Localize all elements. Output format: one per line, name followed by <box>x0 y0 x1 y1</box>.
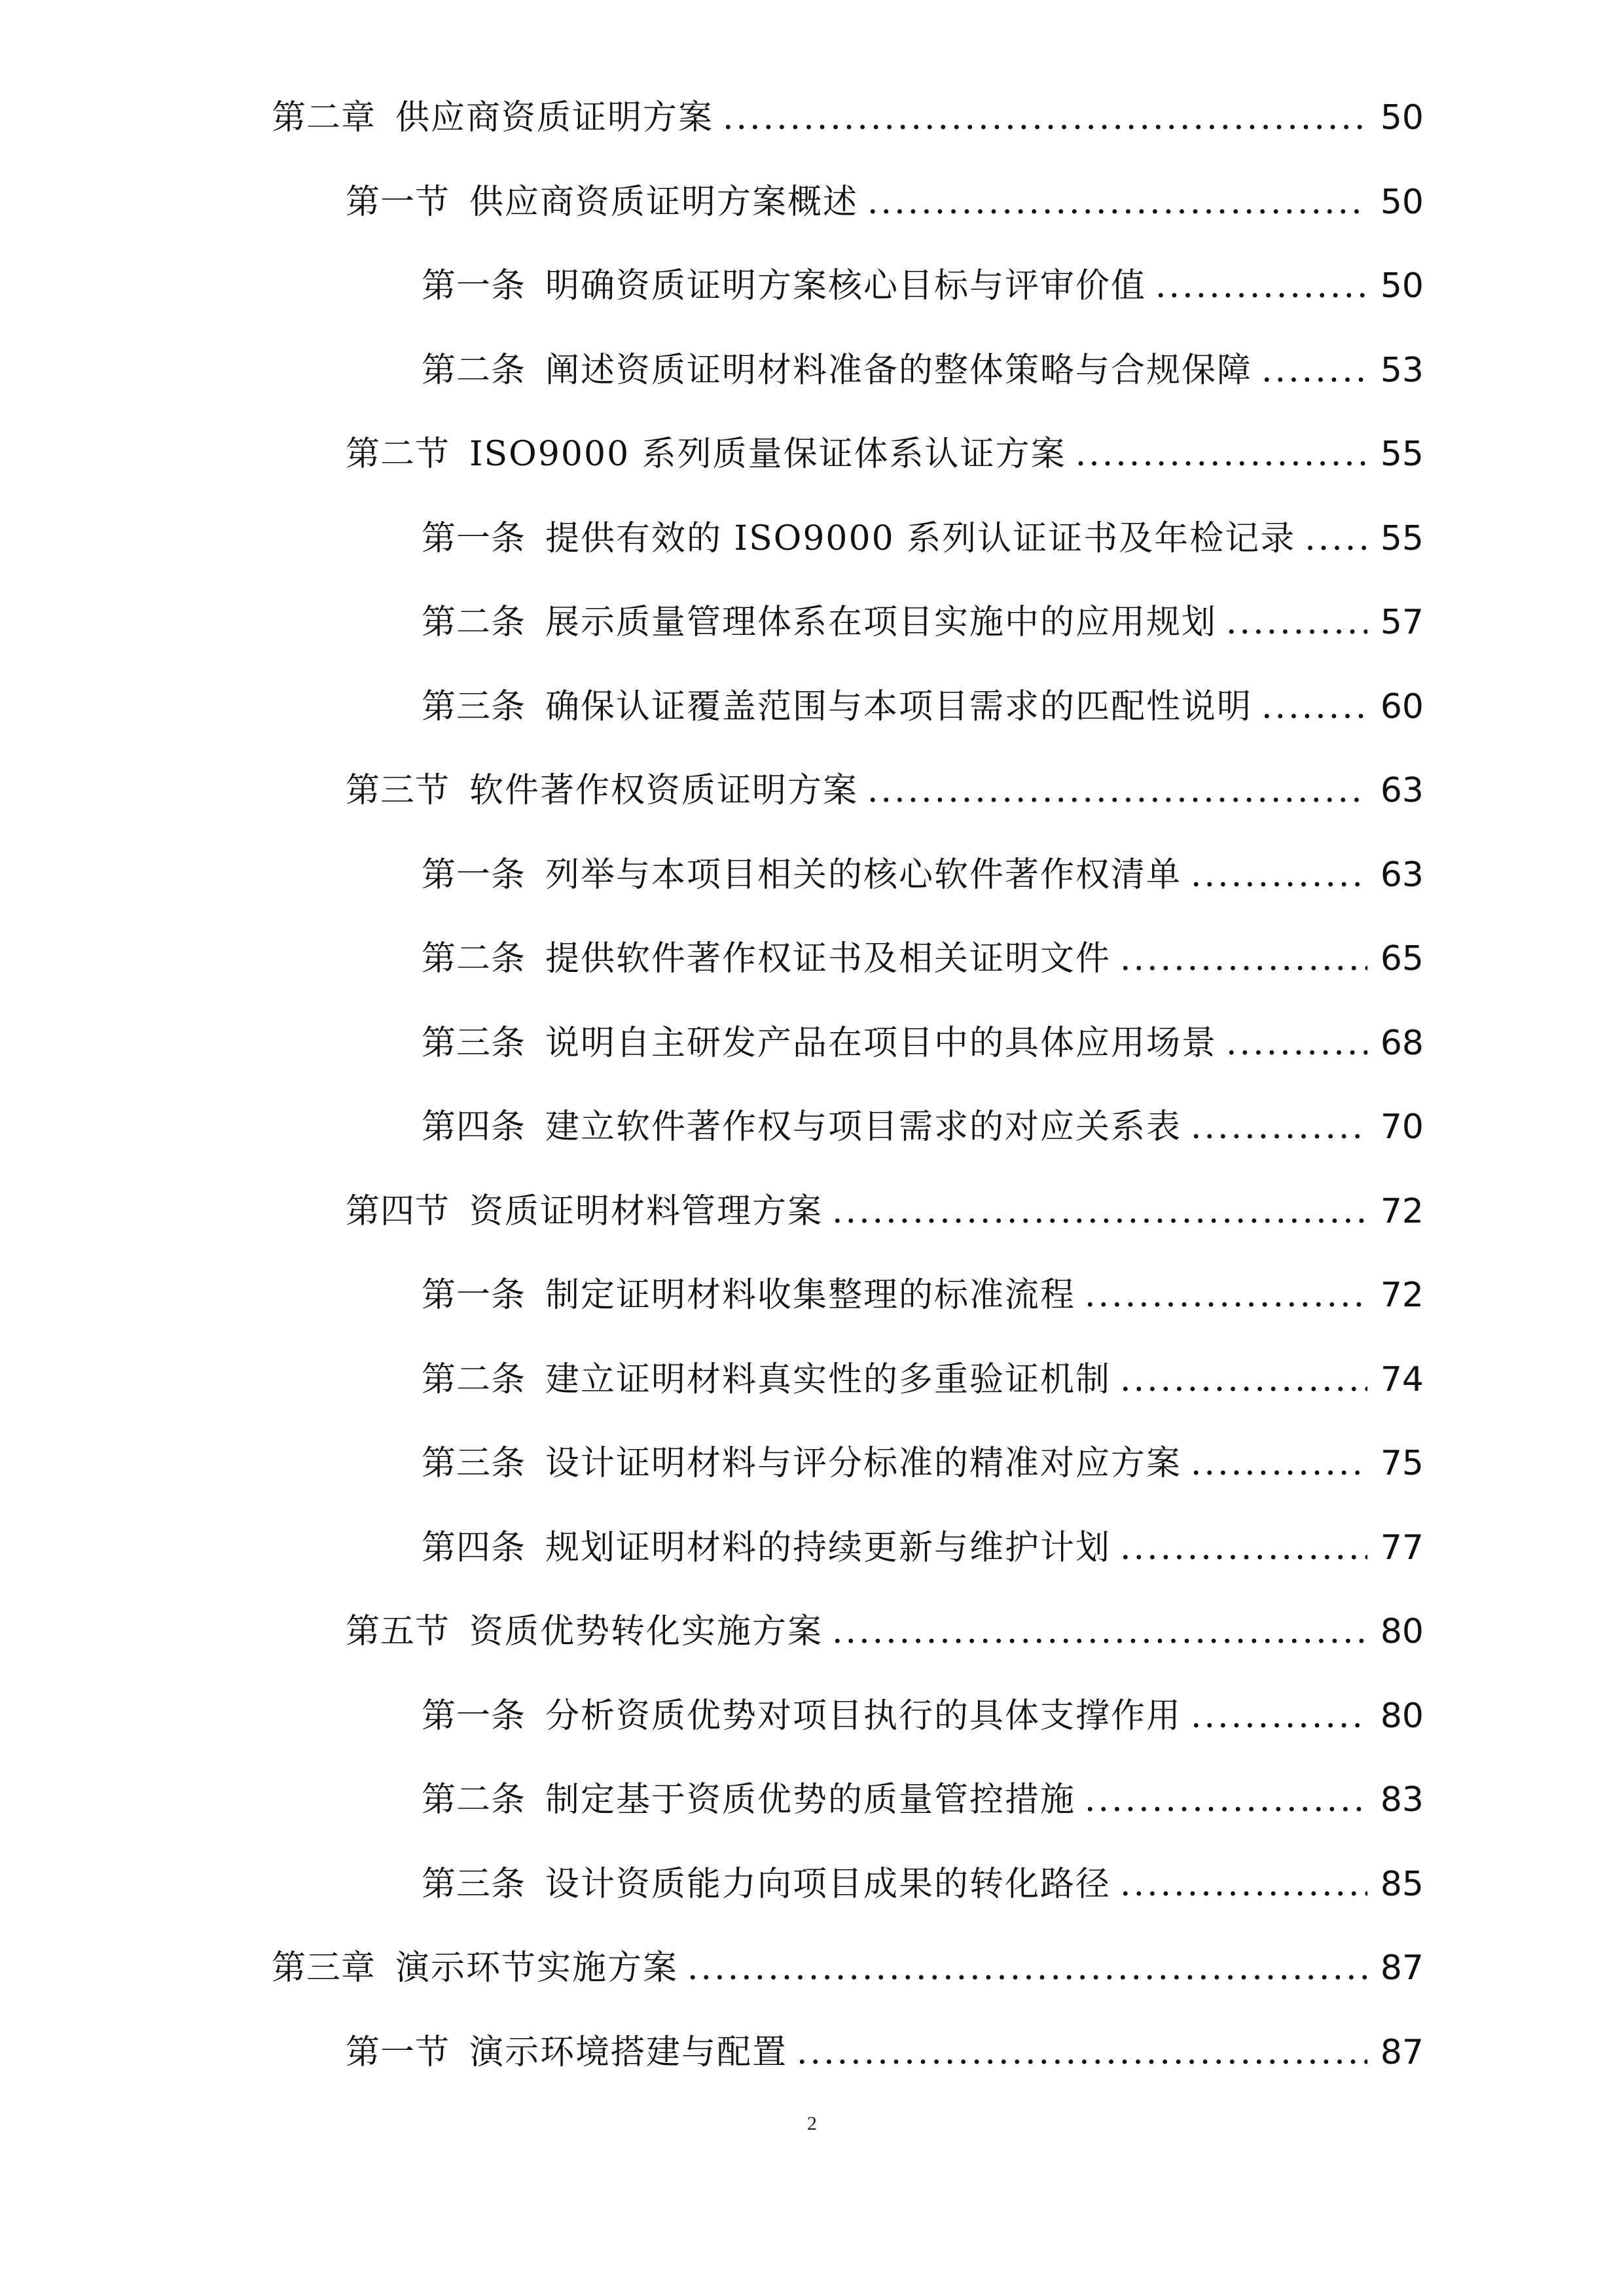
toc-entry-page: 50 <box>1380 266 1424 306</box>
toc-entry[interactable] <box>0 497 1624 581</box>
dot-leader <box>1085 1758 1367 1842</box>
toc-entry-page: 55 <box>1380 518 1424 558</box>
toc-entry[interactable] <box>0 1590 1624 1674</box>
toc-entry-title: 制定证明材料收集整理的标准流程 <box>545 1276 1076 1315</box>
toc-entry[interactable] <box>0 1758 1624 1842</box>
toc-entry-page: 68 <box>1380 1023 1424 1063</box>
toc-entry-page: 75 <box>1380 1444 1424 1483</box>
toc-entry-title: 明确资质证明方案核心目标与评审价值 <box>545 266 1147 306</box>
toc-entry[interactable] <box>0 2011 1624 2095</box>
toc-entry[interactable] <box>0 1085 1624 1170</box>
dot-leader <box>1305 497 1367 581</box>
toc-entry-title: 展示质量管理体系在项目实施中的应用规划 <box>545 603 1218 642</box>
toc-entry-number: 第三条 <box>422 1864 526 1904</box>
dot-leader <box>1120 1506 1367 1590</box>
toc-entry-number: 第四节 <box>346 1191 450 1231</box>
toc-entry[interactable] <box>0 1842 1624 1927</box>
toc-entry[interactable] <box>0 76 1624 160</box>
toc-entry-number: 第二条 <box>422 1359 526 1399</box>
toc-entry-number: 第三条 <box>422 1023 526 1063</box>
toc-entry-number: 第二章 <box>272 98 376 137</box>
toc-entry-number: 第三条 <box>422 1444 526 1483</box>
toc-entry[interactable] <box>0 917 1624 1001</box>
dot-leader <box>1120 917 1367 1001</box>
toc-entry-number: 第五节 <box>346 1612 450 1651</box>
toc-entry-number: 第四条 <box>422 1107 526 1147</box>
dot-leader <box>723 76 1367 160</box>
dot-leader <box>1261 329 1367 413</box>
toc-entry-title: 资质优势转化实施方案 <box>469 1612 823 1651</box>
toc-entry-title: 确保认证覆盖范围与本项目需求的匹配性说明 <box>545 687 1253 726</box>
toc-entry-page: 85 <box>1380 1864 1424 1904</box>
toc-entry-page: 80 <box>1380 1612 1424 1651</box>
dot-leader <box>867 160 1367 245</box>
toc-entry-title: 制定基于资质优势的质量管控措施 <box>545 1780 1076 1820</box>
toc-entry-page: 50 <box>1380 98 1424 137</box>
toc-entry-number: 第一节 <box>346 182 450 222</box>
toc-entry-page: 77 <box>1380 1528 1424 1568</box>
toc-entry-title: 提供软件著作权证书及相关证明文件 <box>545 939 1111 978</box>
toc-entry-page: 87 <box>1380 1948 1424 1988</box>
toc-entry-title: 供应商资质证明方案概述 <box>469 182 859 222</box>
toc-entry[interactable] <box>0 329 1624 413</box>
toc-entry-title: 阐述资质证明材料准备的整体策略与合规保障 <box>545 350 1253 390</box>
dot-leader <box>832 1590 1367 1674</box>
toc-entry-title: 演示环节实施方案 <box>395 1948 679 1988</box>
toc-entry-title: 演示环境搭建与配置 <box>469 2032 788 2072</box>
toc-entry-page: 70 <box>1380 1107 1424 1147</box>
toc-entry[interactable] <box>0 1338 1624 1422</box>
toc-entry-number: 第一节 <box>346 2032 450 2072</box>
dot-leader <box>1191 1085 1367 1170</box>
dot-leader <box>832 1170 1367 1254</box>
toc-entry-number: 第一条 <box>422 266 526 306</box>
toc-entry-number: 第二节 <box>346 435 450 474</box>
toc-entry-number: 第三章 <box>272 1948 376 1988</box>
toc-entry-title: 建立软件著作权与项目需求的对应关系表 <box>545 1107 1182 1147</box>
toc-entry[interactable] <box>0 1422 1624 1506</box>
dot-leader <box>1191 833 1367 918</box>
toc-entry-number: 第二条 <box>422 939 526 978</box>
toc-entry-number: 第四条 <box>422 1528 526 1568</box>
toc-entry-page: 53 <box>1380 350 1424 390</box>
toc-entry-number: 第二条 <box>422 603 526 642</box>
toc-entry-title: 规划证明材料的持续更新与维护计划 <box>545 1528 1111 1568</box>
toc-entry[interactable] <box>0 833 1624 918</box>
toc-entry-page: 55 <box>1380 435 1424 474</box>
toc-entry-title: 设计资质能力向项目成果的转化路径 <box>545 1864 1111 1904</box>
toc-entry-page: 80 <box>1380 1696 1424 1736</box>
toc-entry-title: ISO9000 系列质量保证体系认证方案 <box>469 435 1066 474</box>
toc-entry[interactable] <box>0 1001 1624 1086</box>
toc-entry-number: 第三条 <box>422 687 526 726</box>
dot-leader <box>1226 1001 1367 1086</box>
dot-leader <box>1120 1842 1367 1927</box>
toc-entry-page: 72 <box>1380 1276 1424 1315</box>
toc-entry-number: 第三节 <box>346 771 450 810</box>
toc-entry-number: 第二条 <box>422 1780 526 1820</box>
toc-entry-title: 建立证明材料真实性的多重验证机制 <box>545 1359 1111 1399</box>
toc-entry-page: 74 <box>1380 1359 1424 1399</box>
toc-entry-title: 分析资质优势对项目执行的具体支撑作用 <box>545 1696 1182 1736</box>
toc-entry-title: 软件著作权资质证明方案 <box>469 771 859 810</box>
toc-entry-number: 第二条 <box>422 350 526 390</box>
toc-entry[interactable] <box>0 244 1624 329</box>
toc-entry-page: 57 <box>1380 603 1424 642</box>
toc-entry-title: 说明自主研发产品在项目中的具体应用场景 <box>545 1023 1218 1063</box>
toc-entry[interactable] <box>0 412 1624 497</box>
toc-entry-page: 65 <box>1380 939 1424 978</box>
toc-entry[interactable] <box>0 160 1624 245</box>
toc-entry-title: 供应商资质证明方案 <box>395 98 714 137</box>
toc-entry[interactable] <box>0 665 1624 749</box>
toc-entry-number: 第一条 <box>422 1276 526 1315</box>
toc-entry-page: 63 <box>1380 771 1424 810</box>
toc-entry-page: 87 <box>1380 2032 1424 2072</box>
toc-entry[interactable] <box>0 581 1624 665</box>
dot-leader <box>1120 1338 1367 1422</box>
dot-leader <box>1191 1674 1367 1759</box>
dot-leader <box>1075 412 1367 497</box>
toc-entry[interactable] <box>0 1926 1624 2011</box>
toc-entry-title: 列举与本项目相关的核心软件著作权清单 <box>545 855 1182 895</box>
dot-leader <box>1155 244 1367 329</box>
toc-entry-number: 第一条 <box>422 855 526 895</box>
toc-entry[interactable] <box>0 1170 1624 1254</box>
toc-entry-page: 83 <box>1380 1780 1424 1820</box>
toc-entry-number: 第一条 <box>422 1696 526 1736</box>
dot-leader <box>687 1926 1367 2011</box>
dot-leader <box>1191 1422 1367 1506</box>
toc-entry-page: 50 <box>1380 182 1424 222</box>
dot-leader <box>867 749 1367 833</box>
page-number: 2 <box>807 2113 817 2134</box>
dot-leader <box>1261 665 1367 749</box>
table-of-contents <box>0 76 1624 2094</box>
toc-entry-title: 提供有效的 ISO9000 系列认证证书及年检记录 <box>545 518 1296 558</box>
toc-entry-page: 60 <box>1380 687 1424 726</box>
toc-entry-number: 第一条 <box>422 518 526 558</box>
toc-entry-title: 资质证明材料管理方案 <box>469 1191 823 1231</box>
toc-entry-page: 72 <box>1380 1191 1424 1231</box>
toc-entry[interactable] <box>0 1253 1624 1338</box>
toc-entry[interactable] <box>0 1506 1624 1590</box>
dot-leader <box>1226 581 1367 665</box>
dot-leader <box>1085 1253 1367 1338</box>
toc-entry-page: 63 <box>1380 855 1424 895</box>
dot-leader <box>797 2011 1367 2095</box>
toc-entry[interactable] <box>0 749 1624 833</box>
toc-entry-title: 设计证明材料与评分标准的精准对应方案 <box>545 1444 1182 1483</box>
toc-entry[interactable] <box>0 1674 1624 1759</box>
